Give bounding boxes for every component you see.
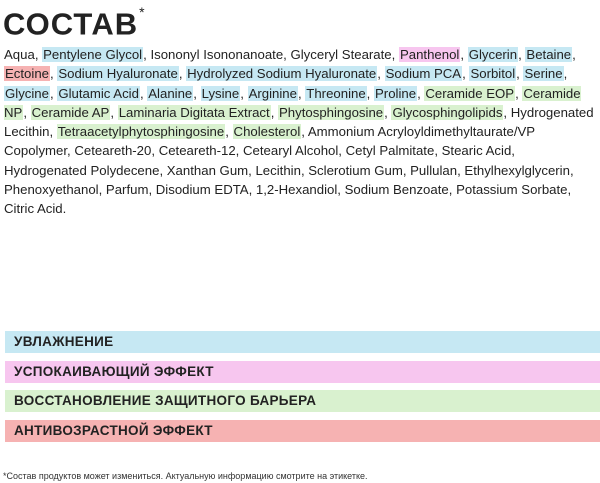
- ingredients-list: Aqua, Pentylene Glycol, Isononyl Isononanoate, Glyceryl Stearate, Panthenol, Glycerin, Betaine, Ectoine, Sodium Hyaluronate, Hydrolyzed Sodium Hyaluronate, Sodium PCA, Sorbitol, Serine, Glycine, Glutamic Acid, Alanine, Lysine, Arginine, Threonine, Proline, Ceramide EOP, Ceramide NP, Ceramide AP, Laminaria Digitata Extract, Phytosphingosine, Glycosphingolipids, Hydrogenated Lecithin, Tetraacetylphytosphingosine, Cholesterol, Ammonium Acryloyldimethyltaurate/VP Copolymer, Ceteareth-20, Ceteareth-12, Cetearyl Alcohol, Cetyl Palmitate, Stearic Acid, Hydrogenated Polydecene, Xanthan Gum, Lecithin, Sclerotium Gum, Pullulan, Ethylhexylglycerin, Phenoxyethanol, Parfum, Disodium EDTA, 1,2-Hexandiol, Sodium Benzoate, Potassium Sorbate, Citric Acid.: [4, 47, 594, 217]
- ingredient: Serine: [524, 66, 563, 82]
- ingredient: Cetyl Palmitate: [345, 143, 435, 159]
- ingredient: Ethylhexylglycerin: [464, 162, 570, 178]
- ingredient: Ammonium Acryloyldimethyltaurate/VP Copolymer: [4, 124, 535, 159]
- ingredient: Threonine: [306, 85, 366, 101]
- ingredient: Citric Acid: [4, 201, 63, 217]
- ingredient: Laminaria Digitata Extract: [118, 104, 270, 120]
- ingredient: Ceteareth-20: [74, 143, 152, 159]
- ingredient: Glyceryl Stearate: [290, 47, 392, 62]
- ingredient: Sodium Hyaluronate: [58, 66, 178, 82]
- title-asterisk: *: [139, 4, 146, 20]
- ingredient: Phenoxyethanol: [4, 182, 99, 198]
- ingredient: Ceramide EOP: [425, 85, 515, 101]
- ingredient: Alanine: [148, 85, 193, 101]
- ingredient: Ectoine: [5, 66, 49, 82]
- footnote: *Состав продуктов может измениться. Актуальную информацию смотрите на этикетке.: [3, 471, 368, 481]
- ingredient: Sodium Benzoate: [344, 182, 449, 198]
- ingredient: Pentylene Glycol: [43, 47, 143, 62]
- legend-moisturizing: УВЛАЖНЕНИЕ: [5, 331, 600, 353]
- ingredient: Sorbitol: [470, 66, 516, 82]
- ingredient: Ceramide NP: [4, 85, 581, 120]
- ingredient: Sodium PCA: [385, 66, 462, 82]
- ingredient: Glutamic Acid: [58, 85, 139, 101]
- ingredient: Stearic Acid: [441, 143, 512, 159]
- ingredient: Betaine: [526, 47, 572, 62]
- ingredient: Phytosphingosine: [279, 104, 384, 120]
- ingredient: Pullulan: [410, 162, 458, 178]
- ingredient: Tetraacetylphytosphingosine: [57, 124, 225, 140]
- ingredient: Hydrogenated Lecithin: [4, 104, 594, 140]
- ingredient: Xanthan Gum: [166, 162, 249, 178]
- ingredient: Parfum: [105, 182, 149, 198]
- ingredient: Potassium Sorbate: [456, 182, 568, 198]
- ingredient: Hydrogenated Polydecene: [4, 162, 160, 178]
- ingredient: Panthenol: [399, 47, 460, 62]
- legend-soothing: УСПОКАИВАЮЩИЙ ЭФФЕКТ: [5, 361, 600, 383]
- ingredient: Ceteareth-12: [158, 143, 236, 159]
- ingredient: Sclerotium Gum: [308, 162, 403, 178]
- ingredient: Glycine: [5, 85, 49, 101]
- ingredient: Cholesterol: [233, 124, 301, 140]
- ingredient: Cetearyl Alcohol: [243, 143, 339, 159]
- ingredient: 1,2-Hexandiol: [255, 182, 338, 198]
- ingredient: Proline: [375, 85, 417, 101]
- ingredient: Arginine: [248, 85, 297, 101]
- ingredient: Isononyl Isononanoate: [150, 47, 284, 62]
- ingredient: Lecithin: [255, 162, 301, 178]
- ingredient: Aqua: [4, 47, 35, 62]
- ingredient: Ceramide AP: [31, 104, 110, 120]
- title-text: СОСТАВ: [3, 6, 139, 42]
- legend-antiage: АНТИВОЗРАСТНОЙ ЭФФЕКТ: [5, 420, 600, 442]
- ingredient: Hydrolyzed Sodium Hyaluronate: [187, 66, 377, 82]
- ingredient: Glycosphingolipids: [392, 104, 503, 120]
- ingredient: Lysine: [201, 85, 240, 101]
- page-title: [3, 0, 146, 42]
- ingredient: Disodium EDTA: [155, 182, 249, 198]
- ingredient: Glycerin: [468, 47, 518, 62]
- legend-barrier: ВОССТАНОВЛЕНИЕ ЗАЩИТНОГО БАРЬЕРА: [5, 390, 600, 412]
